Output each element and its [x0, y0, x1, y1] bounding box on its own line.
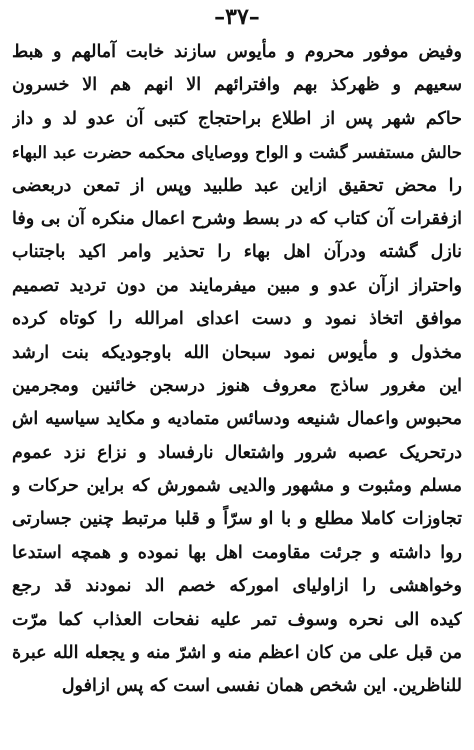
text-line: کیده الی نحره وسوف تمر علیه نفحات العذاب کما مرّت	[12, 609, 462, 630]
text-line: این مغرور ساذج معروف هنوز درسجن خائنین ومجرمین	[12, 375, 462, 396]
text-line: درتحریک عصبه شرور واشتعال نارفساد و نزاع نزد عموم	[12, 442, 462, 463]
text-line: مسلم ومثبوت و مشهور والدیی شمورش که براین حرکات و	[12, 476, 462, 497]
text-line: واحتراز ازآن عدو و مبین میفرمایند من دون تردید تصمیم	[12, 275, 462, 296]
text-line: نازل گشته ودرآن اهل بهاء را تحذیر وامر اکید باجتناب	[12, 242, 462, 263]
text-line: ازفقرات آن کتاب که در بسط وشرح اعمال منکره آن بی وفا	[12, 208, 462, 229]
text-line: وخواهشی را ازاولیای امورکه خصم الد نمودند قد رجع	[12, 576, 462, 597]
text-line: للناظرین. این شخص همان نفسی است که پس ازافول	[61, 676, 462, 697]
text-line: حاکم شهر پس از اطلاع براحتجاج کتبی آن عدو لد و داز	[12, 108, 462, 129]
text-line: من قبل علی من کان اعظم منه و اشرّ منه و یجعله الله عبرة	[12, 643, 462, 664]
text-line: مخذول و مأیوس نمود سبحان الله باوجودیکه بنت ارشد	[12, 342, 462, 363]
text-line: حالش مستفسر گشت و الواح ووصایای محکمه حضرت عبد البهاء	[12, 143, 462, 163]
text-line: تجاوزات کاملا مطلع و با او سرّاً و قلبا مرتبط چنین جسارتی	[12, 509, 462, 530]
text-line: وفیض موفور محروم و مأیوس سازند خابت آمالهم و هبط	[12, 42, 462, 62]
text-line: محبوس واعمال شنیعه ودسائس متمادیه و مکاید سیاسیه اش	[12, 409, 462, 430]
text-line: روا داشته و جرئت مقاومت اهل بها نموده و همچه استدعا	[12, 542, 462, 563]
page-number: –۳۷–	[214, 4, 260, 30]
text-line: موافق اتخاذ نمود و دست اعدای امرالله را کوتاه کرده	[12, 309, 462, 330]
text-line: سعیهم و ظهرکذ بهم وافترائهم الا انهم هم الا خسرون	[12, 75, 462, 96]
text-line: را محض تحقیق ازاین عبد طلبید وپس از تمعن دربعضی	[12, 175, 462, 196]
body-text	[12, 36, 462, 704]
